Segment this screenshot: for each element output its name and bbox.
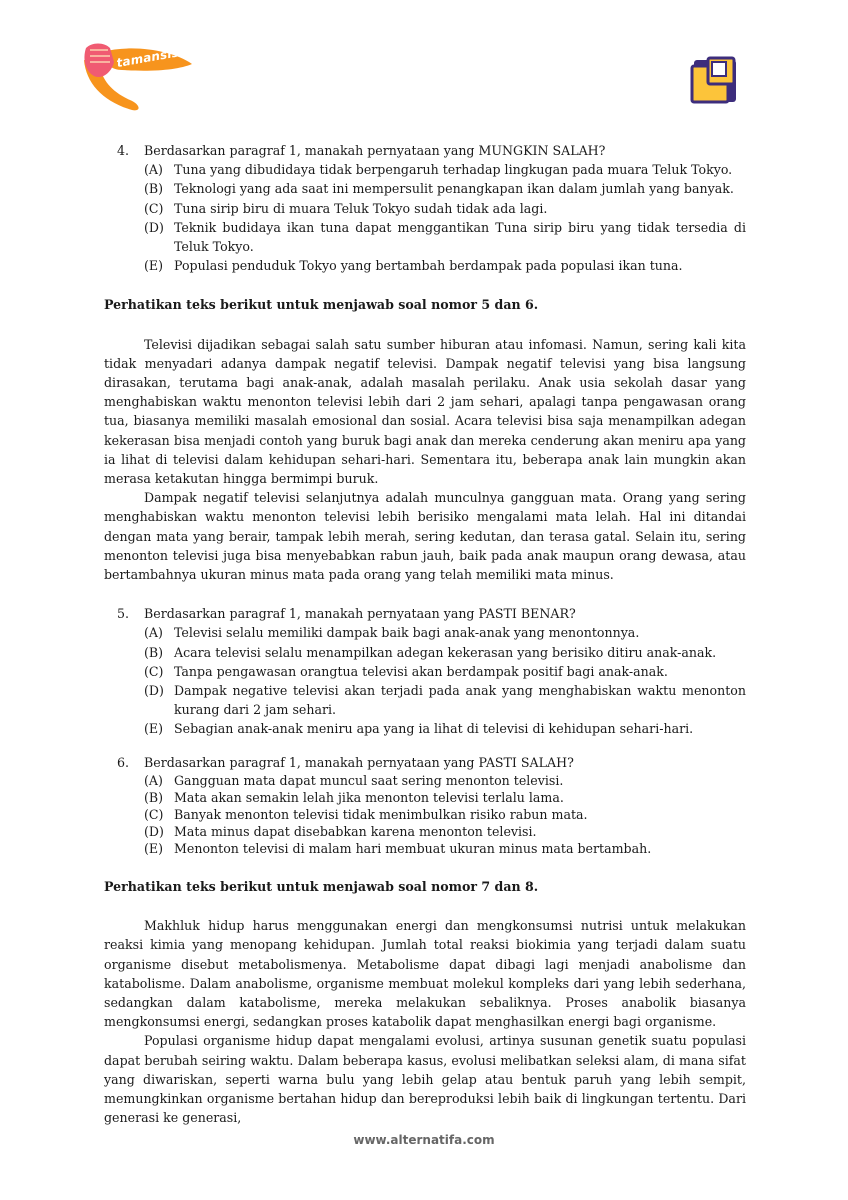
- passage-paragraph: Dampak negatif televisi selanjutnya adalah munculnya gangguan mata. Orang yang sering menghabiskan waktu menonton televisi lebih berisiko mengalami mata lelah. Hal ini ditandai dengan mata yang berair, tampak lebih merah, sering kedutan, dan terasa gatal. Selain itu, sering menonton televisi juga bisa menyebabkan rabun jauh, baik pada anak maupun orang dewasa, atau bertambahnya ukuran minus mata pada orang yang telah memiliki mata minus.: [104, 490, 746, 583]
- footer-url[interactable]: www.alternatifa.com: [353, 1133, 495, 1147]
- option-c: (C) Tuna sirip biru di muara Teluk Tokyo sudah tidak ada lagi.: [144, 200, 548, 216]
- option-list: [144, 623, 746, 738]
- option-a: (A) Televisi selalu memiliki dampak baik bagi anak-anak yang menontonnya.: [144, 625, 640, 641]
- option-d: (D) Dampak negative televisi akan terjadi pada anak yang menghabiskan waktu menonton kurang dari 2 jam sehari.: [144, 683, 746, 718]
- question-text: Berdasarkan paragraf 1, manakah pernyataan yang MUNGKIN SALAH?: [144, 143, 606, 158]
- document-body: [104, 141, 746, 1127]
- question-text: Berdasarkan paragraf 1, manakah pernyataan yang PASTI SALAH?: [144, 754, 574, 770]
- section-heading-7-8: Perhatikan teks berikut untuk menjawab soal nomor 7 dan 8.: [104, 878, 539, 894]
- option-c: (C) Tanpa pengawasan orangtua televisi akan berdampak positif bagi anak-anak.: [144, 663, 668, 679]
- option-d: (D) Teknik budidaya ikan tuna dapat menggantikan Tuna sirip biru yang tidak tersedia di Teluk Tokyo.: [144, 219, 746, 255]
- option-list: [144, 160, 746, 275]
- question-number: 4.: [117, 143, 130, 158]
- option-e: (E) Populasi penduduk Tokyo yang bertambah berdampak pada populasi ikan tuna.: [144, 258, 683, 274]
- option-c: (C) Banyak menonton televisi tidak menimbulkan risiko rabun mata.: [144, 806, 588, 822]
- question-4: [104, 141, 746, 275]
- brand-text: tamansiswa: [115, 41, 200, 71]
- alternatifa-logo-icon: [690, 56, 740, 106]
- question-text: Berdasarkan paragraf 1, manakah pernyataan yang PASTI BENAR?: [144, 606, 576, 622]
- passage-paragraph: Televisi dijadikan sebagai salah satu sumber hiburan atau infomasi. Namun, sering kali kita tidak menyadari adanya dampak negatif televisi. Dampak negatif televisi yang bisa langsung dirasakan, terutama bagi anak-anak, adalah masalah perilaku. Anak usia sekolah dasar yang menghabiskan waktu menonton televisi lebih dari 2 jam sehari, apalagi tanpa pengawasan orang tua, biasanya memiliki masalah emosional dan sosial. Acara televisi bisa saja menampilkan adegan kekerasan bisa menjadi contoh yang buruk bagi anak dan mereka cenderung akan meniru apa yang ia lihat di televisi dalam kehidupan sehari-hari. Sementara itu, beberapa anak lain mungkin akan merasa ketakutan hingga bermimpi buruk.: [104, 336, 746, 487]
- option-a: (A) Tuna yang dibudidaya tidak berpengaruh terhadap lingkugan pada muara Teluk Tokyo.: [144, 162, 733, 178]
- question-5: [104, 604, 746, 738]
- option-a: (A) Gangguan mata dapat muncul saat sering menonton televisi.: [144, 772, 564, 788]
- section-heading-5-6: Perhatikan teks berikut untuk menjawab soal nomor 5 dan 6.: [104, 297, 539, 313]
- question-number: 5.: [117, 606, 130, 622]
- option-b: (B) Mata akan semakin lelah jika menonton televisi terlalu lama.: [144, 789, 564, 805]
- option-b: (B) Teknologi yang ada saat ini mempersulit penangkapan ikan dalam jumlah yang banyak.: [144, 181, 734, 197]
- question-number: 6.: [117, 754, 130, 770]
- option-d: (D) Mata minus dapat disebabkan karena menonton televisi.: [144, 823, 537, 839]
- option-e: (E) Sebagian anak-anak meniru apa yang ia lihat di televisi di kehidupan sehari-hari.: [144, 721, 694, 737]
- passage-paragraph: Populasi organisme hidup dapat mengalami evolusi, artinya susunan genetik suatu populasi dapat berubah seiring waktu. Dalam beberapa kasus, evolusi melibatkan seleksi alam, di mana sifat yang diwariskan, seperti warna bulu yang lebih gelap atau bentuk paruh yang lebih sempit, memungkinkan organisme bertahan hidup dan bereproduksi lebih baik di lingkungan tertentu. Dari generasi ke generasi,: [104, 1033, 746, 1126]
- question-6: [104, 753, 746, 857]
- option-b: (B) Acara televisi selalu menampilkan adegan kekerasan yang berisiko ditiru anak-anak.: [144, 644, 717, 660]
- tamansiswa-logo: [82, 40, 200, 114]
- option-e: (E) Menonton televisi di malam hari membuat ukuran minus mata bertambah.: [144, 840, 652, 856]
- option-list: [144, 772, 746, 857]
- passage-paragraph: Makhluk hidup harus menggunakan energi dan mengkonsumsi nutrisi untuk melakukan reaksi kimia yang menopang kehidupan. Jumlah total reaksi biokimia yang terjadi dalam suatu organisme disebut metabolismenya. Metabolisme dapat dibagi lagi menjadi anabolisme dan katabolisme. Dalam anabolisme, organisme membuat molekul kompleks dari yang lebih sederhana, sedangkan dalam katabolisme, mereka melakukan sebaliknya. Proses anabolik biasanya mengkonsumsi energi, sedangkan proses katabolik dapat menghasilkan energi bagi organisme.: [104, 918, 746, 1030]
